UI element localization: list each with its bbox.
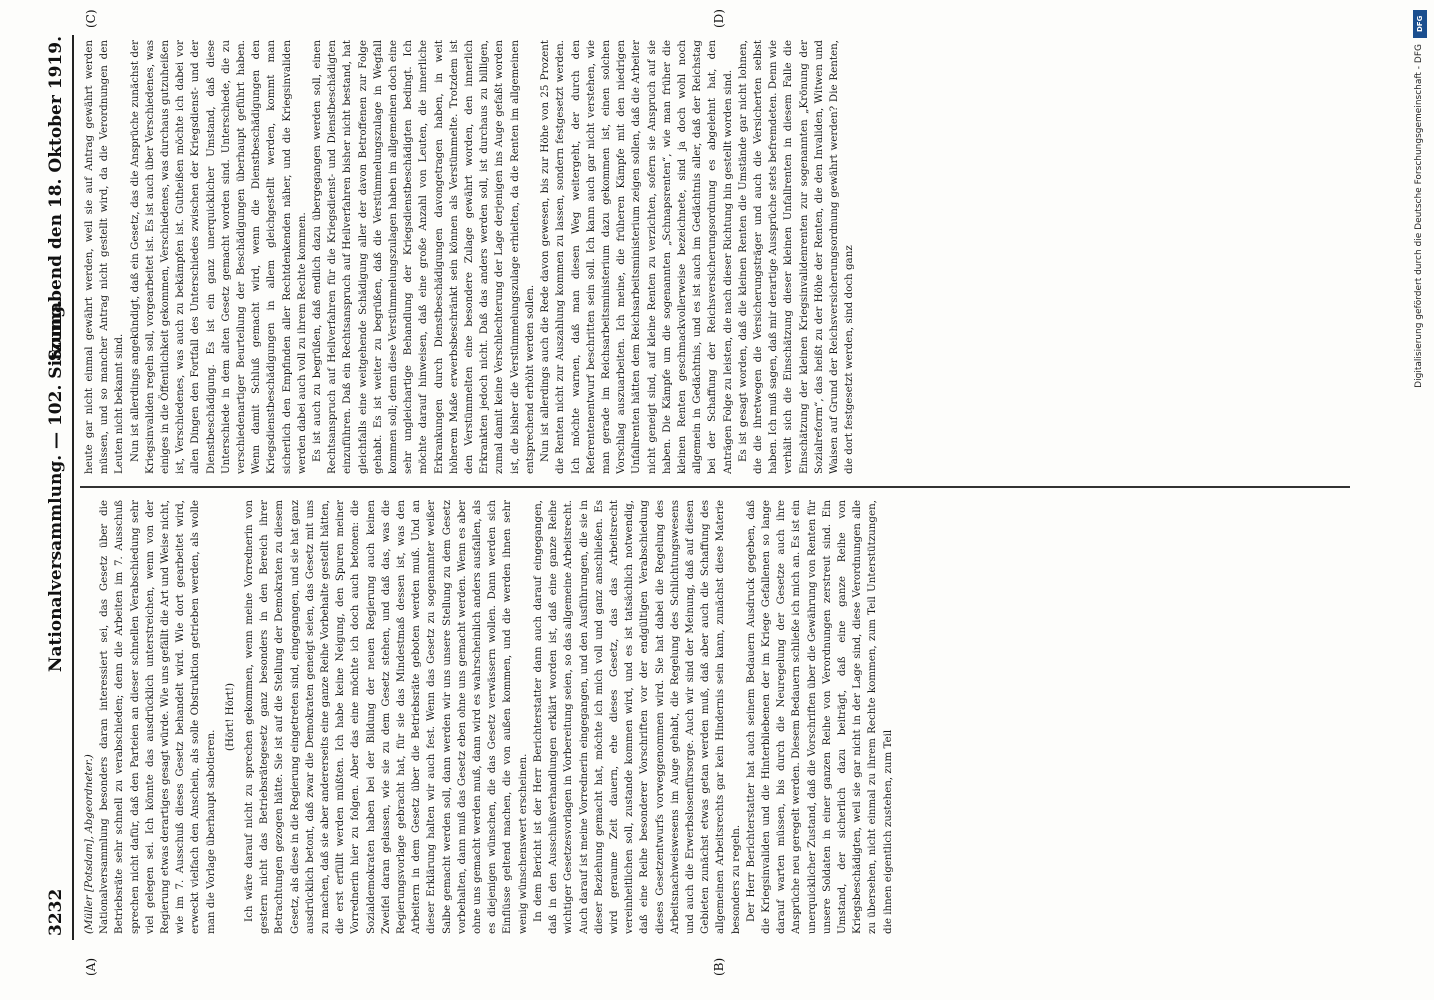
page-number: 3232	[46, 888, 66, 936]
speaker-line: (Müller [Potsdam], Abgeordneter.)	[83, 754, 95, 934]
digitization-credit: Digitalisierung gefördert durch die Deutsche Forschungsgemeinschaft - DFG	[1414, 44, 1424, 388]
margin-marker-d: (D)	[712, 9, 726, 28]
column-divider	[80, 486, 1350, 488]
paragraph: Nationalversammlung besonders daran interessiert sei, das Gesetz über die Betriebsräte sehr schnell zu verabschieden; denn die Arbeiten im 7. Ausschuß sprechen nicht dafür, daß den Parteien an dieser schnellen Verabschiedung sehr viel gelegen sei. Ich könnte das ausdrücklich unterstreichen, wenn von der Regierung etwas derartiges gesagt würde. Wie uns gefällt die Art und Weise nicht, wie im 7. Ausschuß dieses Gesetz behandelt wird. Wie dort gearbeitet wird, erweckt vielfach den Anschein, als solle Obstruktion getrieben werden, als wolle man die Vorlage überhaupt sabotieren.	[98, 500, 217, 934]
paragraph: Es ist gesagt worden, daß die kleinen Renten die Umstände gar nicht lohnen, die die ihretwegen die Versicherungsträger und auch die Versicherten selbst haben. Ich muß sagen, daß mir derartige Aussprüche stets befremdeten. Denn wie verhält sich die Einschätzung dieser kleinen Unfallrenten in diesem Falle die Einschätzung der kleinen Kriegsinvalidenrenten zur sogenannten „Krönung der Sozialreform“, das heißt zu der Höhe der Renten, die den Invaliden, Witwen und Waisen auf Grund der Reichsversicherungsordnung gewährt werden? Die Renten, die dort festgesetzt werden, sind doch ganz	[736, 40, 856, 474]
margin-marker-a: (A)	[84, 957, 98, 976]
header-date: Sonnabend den 18. Oktober 1919.	[46, 36, 66, 362]
paragraph: In dem Bericht ist der Herr Berichterstatter dann auch darauf eingegangen, daß in den Ausschußverhandlungen erklärt worden ist, daß eine ganze Reihe wichtiger Gesetzesvorlagen in Vorbereitung seien, so das allgemeine Arbeitsrecht. Auch darauf ist meine Vorrednerin eingegangen, und den Ausführungen, die sie in dieser Beziehung gemacht hat, möchte ich mich voll und ganz anschließen. Es wird geraume Zeit dauern, ehe dieses Gesetz, das das Arbeitsrecht vereinheitlichen soll, zustande kommen wird, und es ist tatsächlich notwendig, daß eine Reihe besonderer Vorschriften vor der endgültigen Verabschiedung dieses Gesetzentwurfs vorweggenommen wird. Sie hat dabei die Regelung des Arbeitsnachweiswesens im Auge gehabt, die Regelung des Schlichtungswesens und auch die Erwerbslosenfürsorge. Auch wir sind der Meinung, daß auf diesen Gebieten zunächst etwas getan werden muß, daß aber auch die Schaffung des allgemeinen Arbeitsrechts gar kein Hindernis sein kann, zunächst diese Materie besonders zu regeln.	[531, 500, 742, 934]
page-header	[46, 36, 68, 936]
paragraph: Nun ist allerdings auch die Rede davon gewesen, bis zur Höhe von 25 Prozent die Renten nicht zur Auszahlung kommen zu lassen, sondern festgesetzt werden. Ich möchte warnen, daß man diesen Weg weitergeht, der durch den Referentenentwurf beschritten sein soll. Ich kann auch gar nicht verstehen, wie man gerade im Reichsarbeitsministerium dazu gekommen ist, einen solchen Vorschlag auszuarbeiten. Ich meine, die früheren Kämpfe mit den niedrigen Unfallrenten hätten dem Reichsarbeitsministerium zeigen sollen, daß die Arbeiter nicht geneigt sind, auf kleine Renten zu verzichten, sofern sie Anspruch auf sie haben. Die Kämpfe um die sogenannten „Schnapsrenten“, wie man früher die kleinen Renten geschmackvollerweise bezeichnete, sind ja doch wohl noch allgemein in Gedächtnis, und es ist auch im Gedächtnis aller, daß der Reichstag bei der Schaffung der Reichsversicherungsordnung es abgelehnt hat, den Anträgen Folge zu leisten, die nach dieser Richtung hin gestellt worden sind.	[539, 40, 734, 474]
dfg-credit-strip	[1412, 6, 1428, 996]
left-text-column	[82, 500, 1344, 934]
paragraph: Es ist auch zu begrüßen, daß endlich dazu übergegangen werden soll, einen Rechtsanspruch auf Heilverfahren für die Kriegsdienst- und Dienstbeschädigten einzuführen. Daß ein Rechtsanspruch auf Heilverfahren bisher nicht bestand, hat gleichfalls eine weitgehende Schädigung aller der davon Betroffenen zur Folge gehabt. Es ist weiter zu begrüßen, daß die Verstümmelungszulage in Wegfall kommen soll; denn diese Verstümmelungszulagen haben im allgemeinen doch eine sehr ungleichartige Behandlung der Kriegsdienstbeschädigten bedingt. Ich möchte darauf hinweisen, daß eine große Anzahl von Leuten, die innerliche Erkrankungen durch Dienstbeschädigungen davongetragen haben, in weit höherem Maße erwerbsbeschränkt sein können als Verstümmelte. Trotzdem ist den Verstümmelten eine besondere Zulage gewährt worden, den innerlich Erkrankten jedoch nicht. Daß das anders werden soll, ist durchaus zu billigen, zumal damit keine Verschlechterung der Lage derjenigen ins Auge gefaßt worden ist, die bisher die Verstümmelungszulage erhielten, da die Renten im allgemeinen entsprechend erhöht werden sollen.	[311, 40, 536, 474]
paragraph: Der Herr Berichterstatter hat auch seinem Bedauern Ausdruck gegeben, daß die Kriegsinvaliden und die Hinterbliebenen der im Kriege Gefallenen so lange darauf warten müssen, bis durch die Neuregelung der Gesetze auch ihre Ansprüche neu geregelt werden. Diesem Bedauern schließe ich mich an. Es ist ein unerquicklicher Zustand, daß die Vorschriften über die Gewährung von Renten für unsere Soldaten in einer ganzen Reihe von Verordnungen zerstreut sind. Ein Umstand, der sicherlich dazu beiträgt, daß eine ganze Reihe von Kriegsbeschädigten, weil sie gar nicht in der Lage sind, diese Verordnungen alle zu übersehen, nicht einmal zu ihrem Rechte kommen, zum Teil Unterstützungen, die ihnen eigentlich zustehen, zum Teil	[744, 500, 894, 934]
paragraph: Nun ist allerdings angekündigt, daß ein Gesetz, das die Ansprüche zunächst der Kriegsinvaliden regeln soll, vorgearbeitet ist. Es ist auch über Verschiedenes, was einiges in die Öffentlichkeit gekommen, Verschiedenes, was durchaus gutzuheißen ist, Verschiedenes, was auch zu bekämpfen ist. Gutheißen möchte ich dabei vor allen Dingen den Fortfall des Unterschiedes zwischen der Kriegsdienst- und der Dienstbeschädigung. Es ist ein ganz unerquicklicher Umstand, daß diese Unterschiede in dem alten Gesetz gemacht worden sind. Unterschiede, die zu verschiedenartiger Beurteilung der Beschädigungen überhaupt geführt haben. Wenn damit Schluß gemacht wird, wenn die Dienstbeschädigungen den Kriegsdienstbeschädigungen in allem gleichgestellt werden, kommt man sicherlich den Empfinden aller Rechtdenkenden näher, und die Kriegsinvaliden werden dabei auch voll zu ihrem Rechte kommen.	[128, 40, 308, 474]
interjection: (Hört! Hört!)	[223, 682, 236, 752]
right-text-column	[82, 40, 1344, 474]
header-title: Nationalversammlung. — 102. Sitzung.	[46, 299, 66, 673]
paragraph: heute gar nicht einmal gewährt werden, weil sie auf Antrag gewährt werden müssen, und so mancher Antrag nicht gestellt wird, da die Verordnungen den Leuten nicht bekannt sind.	[83, 40, 126, 474]
paragraph: Ich wäre darauf nicht zu sprechen gekommen, wenn meine Vorrednerin von gestern nicht das Betriebsrätegesetz ganz besonders in den Bereich ihrer Betrachtungen gezogen hätte. Sie ist auf die Stellung der Demokraten zu diesem Gesetz, als diese in die Regierung eingetreten sind, eingegangen, und sie hat ganz ausdrücklich betont, daß zwar die Demokraten geneigt seien, das Gesetz mit uns zu machen, daß sie aber andererseits eine ganze Reihe Vorbehalte gestellt hätten, die erst erfüllt werden müßten. Ich habe keine Neigung, den Spuren meiner Vorrednerin hier zu folgen. Aber das eine möchte ich doch auch betonen: die Sozialdemokraten haben bei der Bildung der neuen Regierung auch keinen Zweifel daran gelassen, wie sie zu dem Gesetz stehen, und daß das, was die Regierungsvorlage gebracht hat, für sie das Mindestmaß dessen ist, was den Arbeitern in dem Gesetz über die Betriebsräte geboten werden muß. Und an dieser Erklärung halten wir auch fest. Wenn das Gesetz zu sogenannter weißer Salbe gemacht werden soll, dann werden wir uns unsere Stellung zu dem Gesetz vorbehalten, dann muß das Gesetz eben ohne uns gemacht werden. Wenn es aber ohne uns gemacht werden muß, dann wird es wahrscheinlich anders ausfallen, als es diejenigen wünschen, die das Gesetz verwässern wollen. Dann werden sich Einflüsse geltend machen, die von außen kommen, und die werden ihnen sehr wenig wünschenswert erscheinen.	[243, 500, 529, 934]
header-rule	[72, 35, 74, 940]
margin-marker-b: (B)	[712, 957, 726, 976]
margin-marker-c: (C)	[84, 9, 98, 28]
dfg-logo: DFG	[1413, 10, 1427, 38]
